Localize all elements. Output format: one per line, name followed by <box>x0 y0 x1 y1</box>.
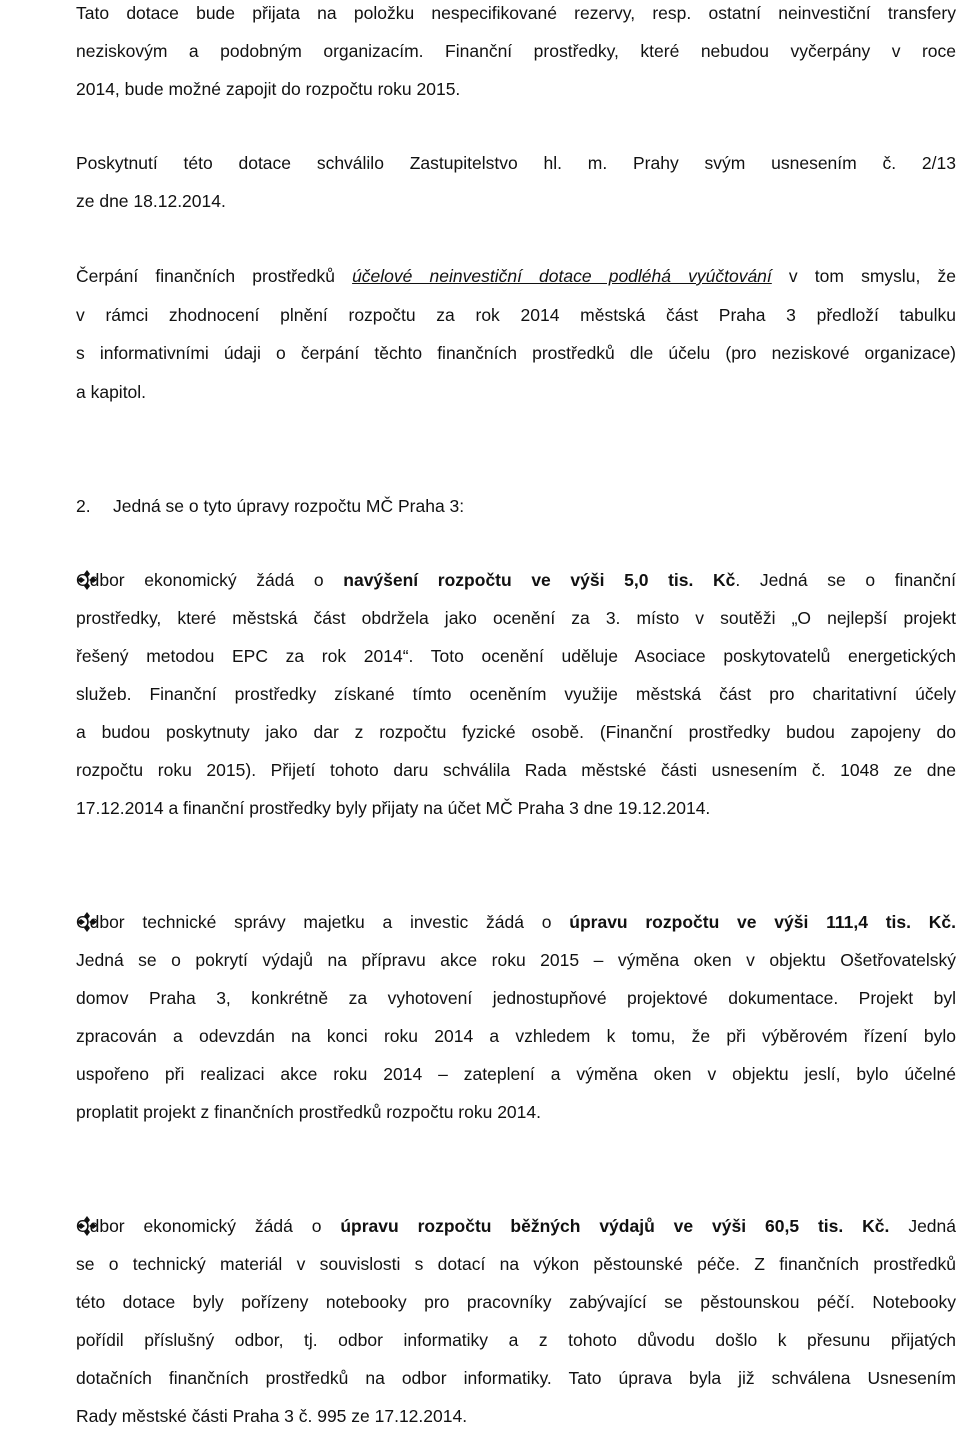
paragraph-line: služeb. Finanční prostředky získané tímto oceněním využije městská část pro charitativní účely <box>76 684 956 704</box>
paragraph-line: Poskytnutí této dotace schválilo Zastupitelstvo hl. m. Prahy svým usnesením č. 2/13 <box>76 153 956 173</box>
paragraph-line: a kapitol. <box>76 382 147 402</box>
paragraph-line: pořídil příslušný odbor, tj. odbor informatiky a z tohoto důvodu došlo k přesunu přijatých <box>76 1330 956 1350</box>
text-run: Odbor ekonomický žádá o <box>76 570 344 590</box>
paragraph-line: řešený metodou EPC za rok 2014“. Toto ocenění uděluje Asociace poskytovatelů energetických <box>76 646 956 666</box>
paragraph-line: dotačních finančních prostředků na odbor informatiky. Tato úprava byla již schválena Usnesením <box>76 1368 956 1388</box>
paragraph-line: se o technický materiál v souvislosti s dotací na výkon pěstounské péče. Z finančních prostředků <box>76 1254 956 1274</box>
paragraph-line: uspořeno při realizaci akce roku 2014 – zateplení a výměna oken v objektu jeslí, bylo účelné <box>76 1064 956 1084</box>
paragraph-line: této dotace byly pořízeny notebooky pro pracovníky zabývající se pěstounskou péčí. Notebooky <box>76 1292 956 1312</box>
paragraph-line <box>76 265 956 287</box>
paragraph-line: 17.12.2014 a finanční prostředky byly přijaty na účet MČ Praha 3 dne 19.12.2014. <box>76 798 711 818</box>
paragraph-line: zpracován a odevzdán na konci roku 2014 a vzhledem k tomu, že při výběrovém řízení bylo <box>76 1026 956 1046</box>
bold-text: navýšení rozpočtu ve výši 5,0 tis. Kč <box>343 570 736 590</box>
text-run: v tom smyslu, že <box>771 266 956 286</box>
text-run: . Jedná se o finanční <box>735 570 956 590</box>
text-run: Odbor technické správy majetku a investic žádá o <box>76 912 570 932</box>
paragraph-line: rozpočtu roku 2015). Přijetí tohoto daru schválila Rada městské části usnesením č. 1048 ze dne <box>76 760 956 780</box>
paragraph-line: s informativními údaji o čerpání těchto finančních prostředků dle účelu (pro neziskové organizace) <box>76 343 956 363</box>
paragraph-line: Rady městské části Praha 3 č. 995 ze 17.12.2014. <box>76 1406 468 1426</box>
text-run: Jedná <box>889 1216 956 1236</box>
bold-text: úpravu rozpočtu běžných výdajů ve výši 60,5 tis. Kč. <box>340 1216 890 1236</box>
paragraph-line: ze dne 18.12.2014. <box>76 191 226 211</box>
paragraph-line: 2014, bude možné zapojit do rozpočtu roku 2015. <box>76 79 461 99</box>
emphasized-text: účelové neinvestiční dotace podléhá vyúčtování <box>352 266 772 286</box>
paragraph-line <box>76 911 956 933</box>
paragraph-line <box>76 569 956 591</box>
paragraph-line: Tato dotace bude přijata na položku nespecifikované rezervy, resp. ostatní neinvestiční transfery <box>76 3 956 23</box>
text-run: Odbor ekonomický žádá o <box>76 1216 341 1236</box>
section-number: 2. <box>76 496 91 516</box>
paragraph-line: proplatit projekt z finančních prostředků rozpočtu roku 2014. <box>76 1102 541 1122</box>
paragraph-line: neziskovým a podobným organizacím. Finanční prostředky, které nebudou vyčerpány v roce <box>76 41 956 61</box>
paragraph-line <box>76 1215 956 1237</box>
section-title: Jedná se o tyto úpravy rozpočtu MČ Praha 3: <box>113 496 465 516</box>
paragraph-line: a budou poskytnuty jako dar z rozpočtu fyzické osobě. (Finanční prostředky budou zapojeny do <box>76 722 956 742</box>
bold-text: úpravu rozpočtu ve výši 111,4 tis. Kč. <box>569 912 956 932</box>
text-run: Čerpání finančních prostředků <box>76 266 353 286</box>
paragraph-line: Jedná se o pokrytí výdajů na přípravu akce roku 2015 – výměna oken v objektu Ošetřovatelský <box>76 950 956 970</box>
paragraph-line: prostředky, které městská část obdržela jako ocenění za 3. místo v soutěži „O nejlepší projekt <box>76 608 956 628</box>
paragraph-line: domov Praha 3, konkrétně za vyhotovení jednostupňové projektové dokumentace. Projekt byl <box>76 988 956 1008</box>
paragraph-line: v rámci zhodnocení plnění rozpočtu za rok 2014 městská část Praha 3 předloží tabulku <box>76 305 956 325</box>
